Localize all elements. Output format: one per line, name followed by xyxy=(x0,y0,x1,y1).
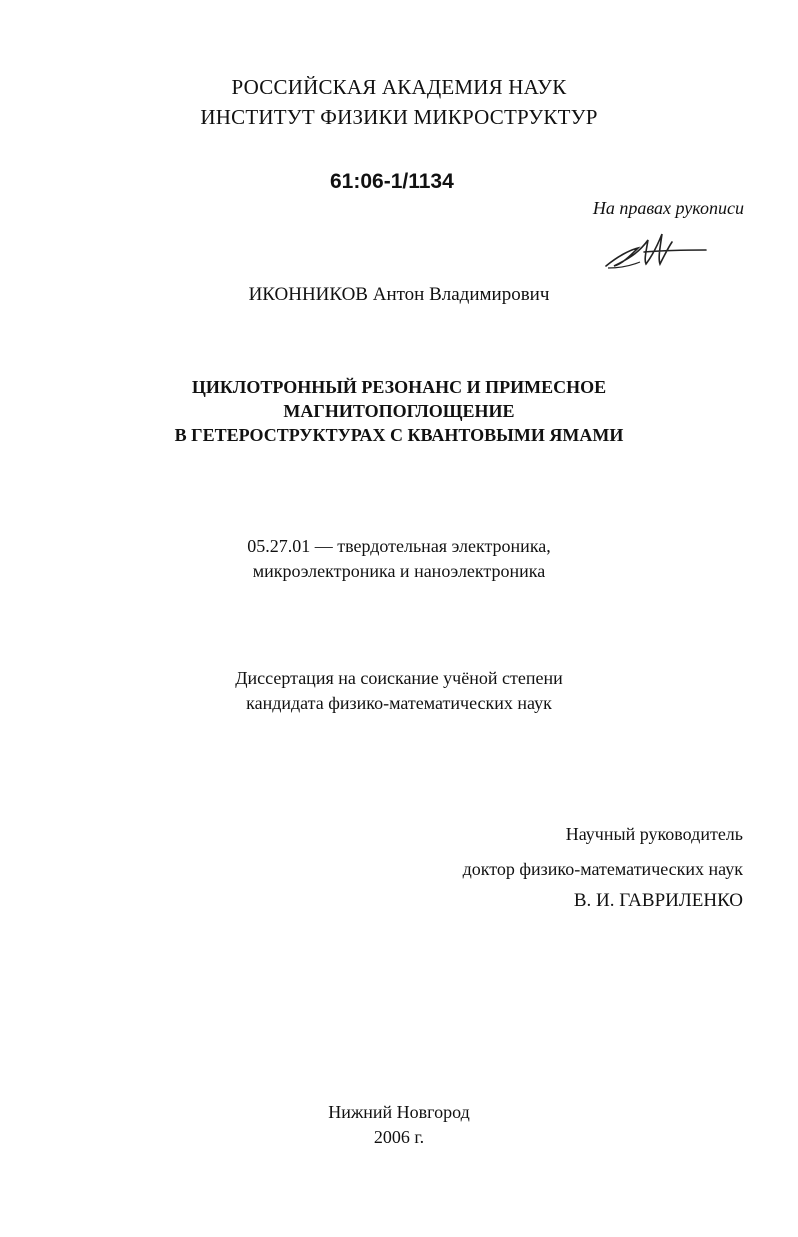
manuscript-note: На правах рукописи xyxy=(592,198,744,218)
specialty-line-1: 05.27.01 — твердотельная электроника, xyxy=(247,536,551,556)
city-year xyxy=(0,1100,798,1150)
dissertation-line-2: кандидата физико-математических наук xyxy=(246,693,552,713)
author-name: ИКОННИКОВ Антон Владимирович xyxy=(248,284,550,305)
city: Нижний Новгород xyxy=(328,1102,470,1122)
dissertation-line-1: Диссертация на соискание учёной степени xyxy=(235,668,563,688)
thesis-title xyxy=(0,375,798,447)
specialty-line-2: микроэлектроника и наноэлектроника xyxy=(252,561,546,581)
catalog-code: 61:06-1/1134 xyxy=(330,170,454,193)
header xyxy=(0,72,798,132)
year: 2006 г. xyxy=(373,1127,425,1147)
signature-icon xyxy=(600,226,710,274)
specialty xyxy=(0,534,798,584)
supervisor-role: Научный руководитель xyxy=(565,824,743,844)
supervisor-degree: доктор физико-математических наук xyxy=(462,859,743,879)
institute-name: ИНСТИТУТ ФИЗИКИ МИКРОСТРУКТУР xyxy=(200,105,598,129)
title-line-1: ЦИКЛОТРОННЫЙ РЕЗОНАНС И ПРИМЕСНОЕ xyxy=(191,377,607,397)
title-line-3: В ГЕТЕРОСТРУКТУРАХ С КВАНТОВЫМИ ЯМАМИ xyxy=(174,425,624,445)
academy-name: РОССИЙСКАЯ АКАДЕМИЯ НАУК xyxy=(231,75,567,99)
dissertation-degree xyxy=(0,666,798,716)
title-line-2: МАГНИТОПОГЛОЩЕНИЕ xyxy=(283,401,515,421)
supervisor-name: В. И. ГАВРИЛЕНКО xyxy=(573,890,743,911)
